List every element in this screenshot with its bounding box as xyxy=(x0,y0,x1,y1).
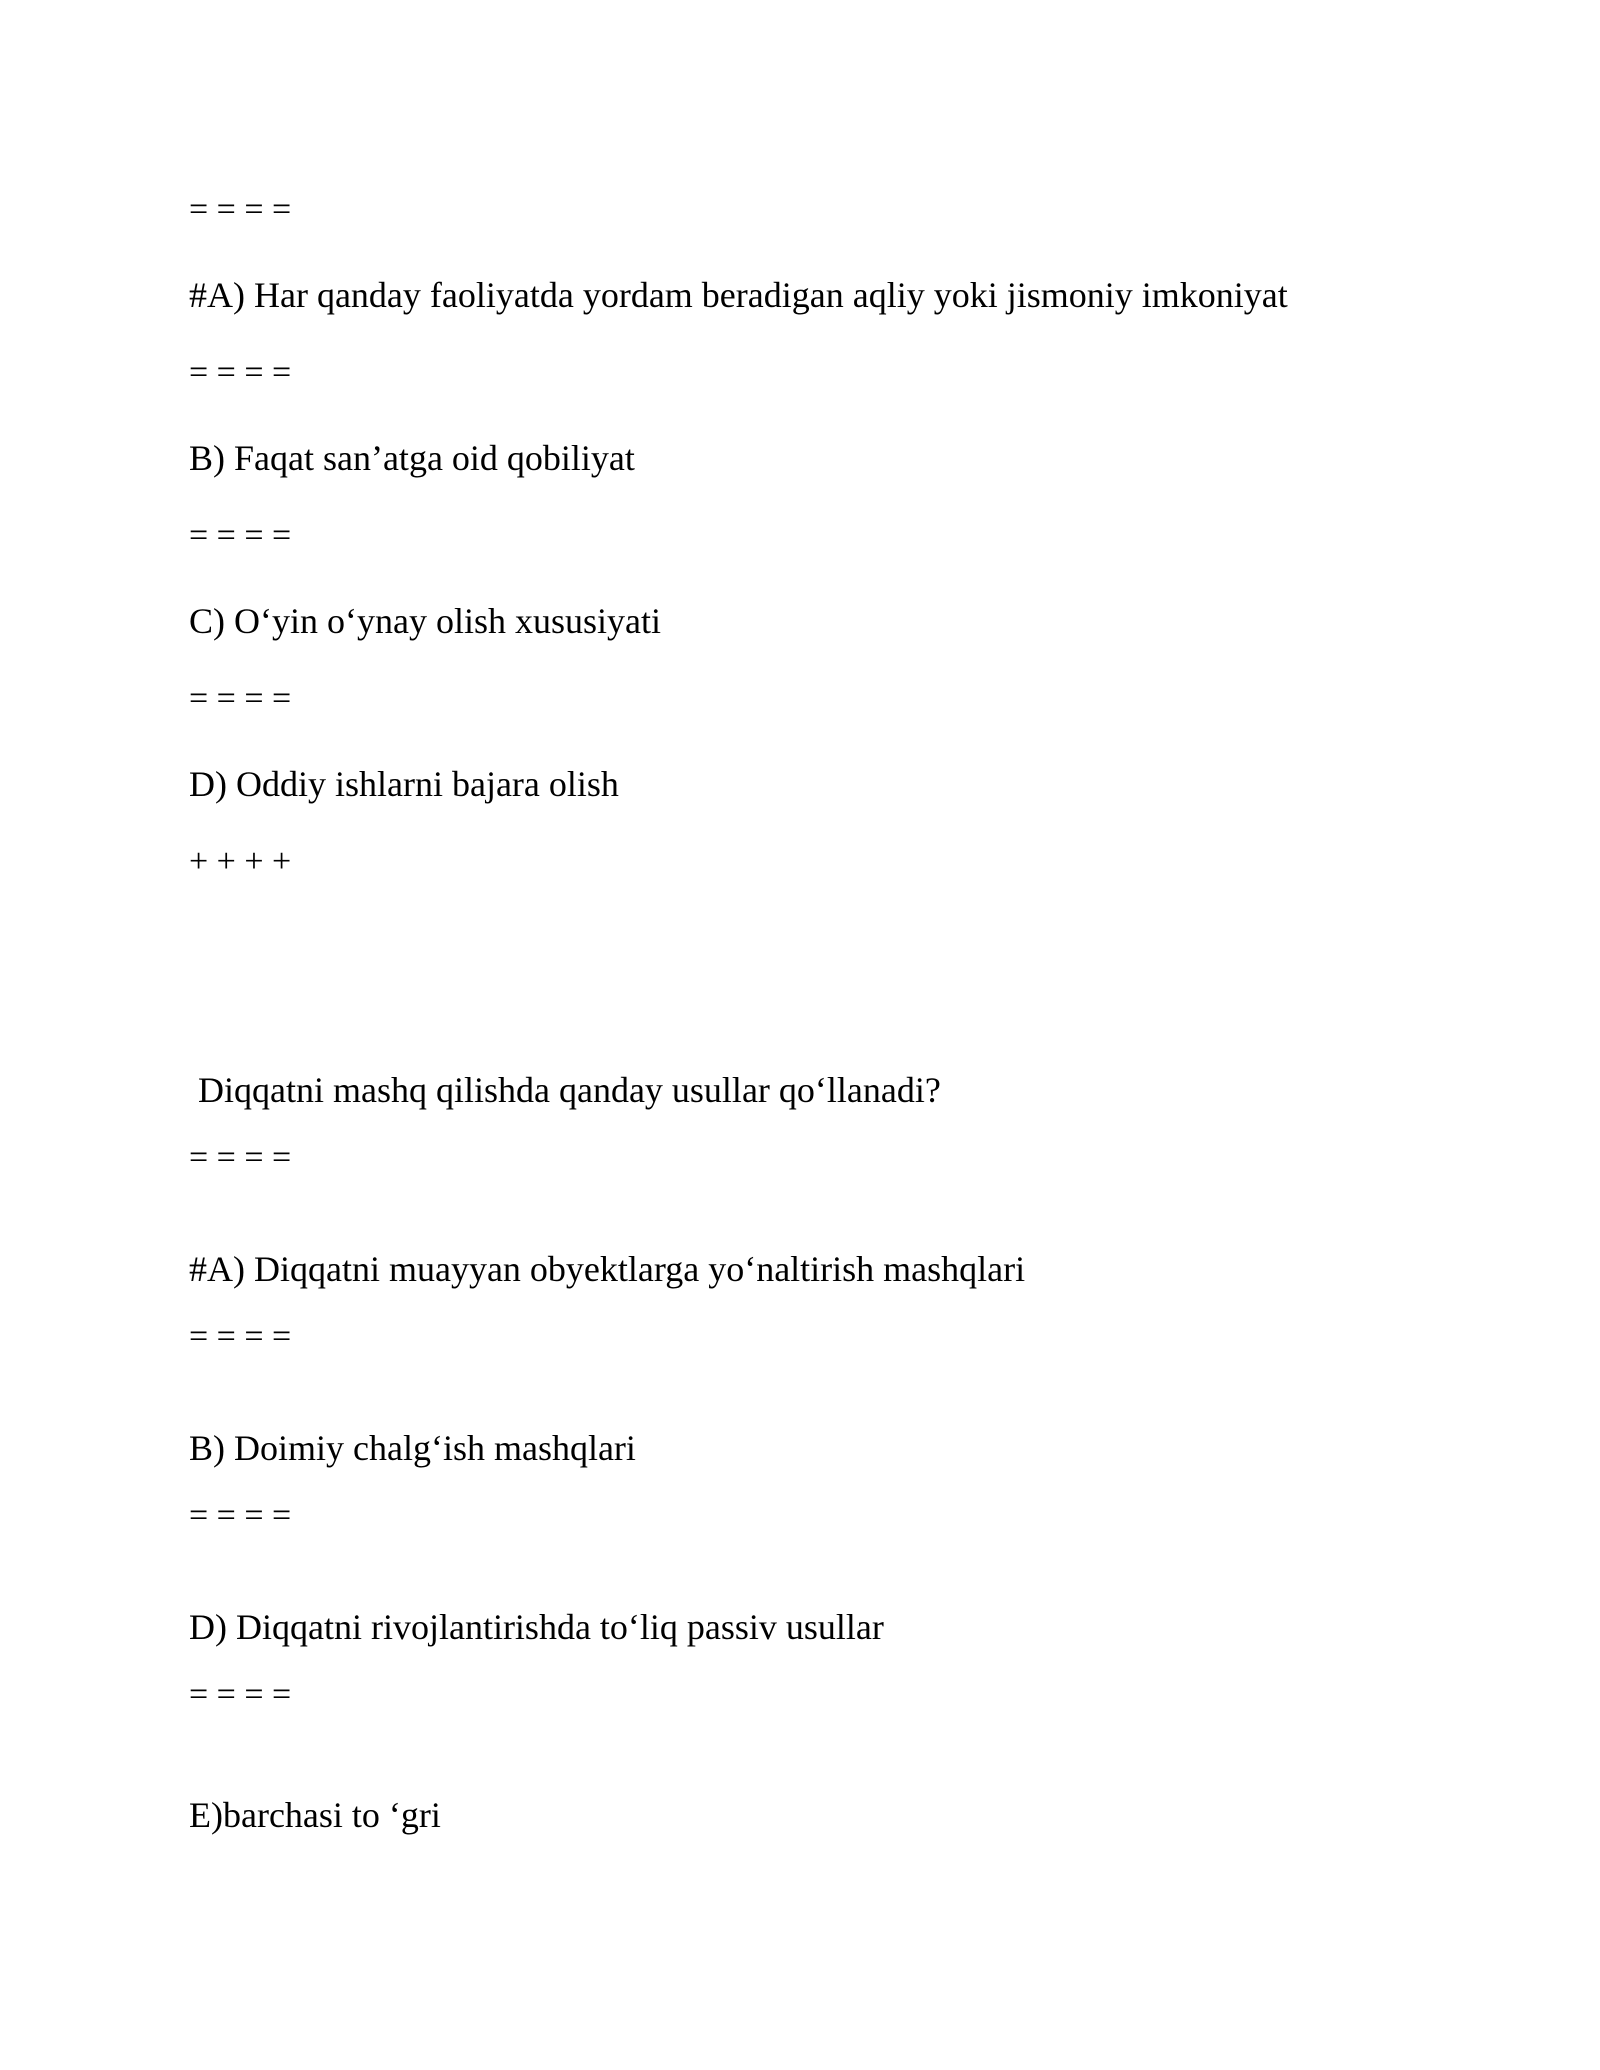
answer-option-b: B) Faqat san’atga oid qobiliyat xyxy=(189,438,635,478)
separator-line: = = = = xyxy=(189,1318,292,1355)
separator-line: = = = = xyxy=(189,191,292,228)
question-text: Diqqatni mashq qilishda qanday usullar qo‘llanadi? xyxy=(189,1070,941,1110)
end-marker: + + + + xyxy=(189,843,292,880)
separator-line: = = = = xyxy=(189,680,292,717)
answer-option-a: #A) Har qanday faoliyatda yordam beradigan aqliy yoki jismoniy imkoniyat xyxy=(189,275,1288,315)
answer-option-a: #A) Diqqatni muayyan obyektlarga yo‘naltirish mashqlari xyxy=(189,1249,1026,1289)
answer-option-b: B) Doimiy chalg‘ish mashqlari xyxy=(189,1428,636,1468)
separator-line: = = = = xyxy=(189,1139,292,1176)
separator-line: = = = = xyxy=(189,1676,292,1713)
separator-line: = = = = xyxy=(189,354,292,391)
separator-line: = = = = xyxy=(189,517,292,554)
answer-option-c: C) O‘yin o‘ynay olish xususiyati xyxy=(189,601,661,641)
separator-line: = = = = xyxy=(189,1497,292,1534)
answer-option-d: D) Oddiy ishlarni bajara olish xyxy=(189,764,619,804)
answer-option-e: E)barchasi to ‘gri xyxy=(189,1795,441,1835)
answer-option-d: D) Diqqatni rivojlantirishda to‘liq passiv usullar xyxy=(189,1607,884,1647)
